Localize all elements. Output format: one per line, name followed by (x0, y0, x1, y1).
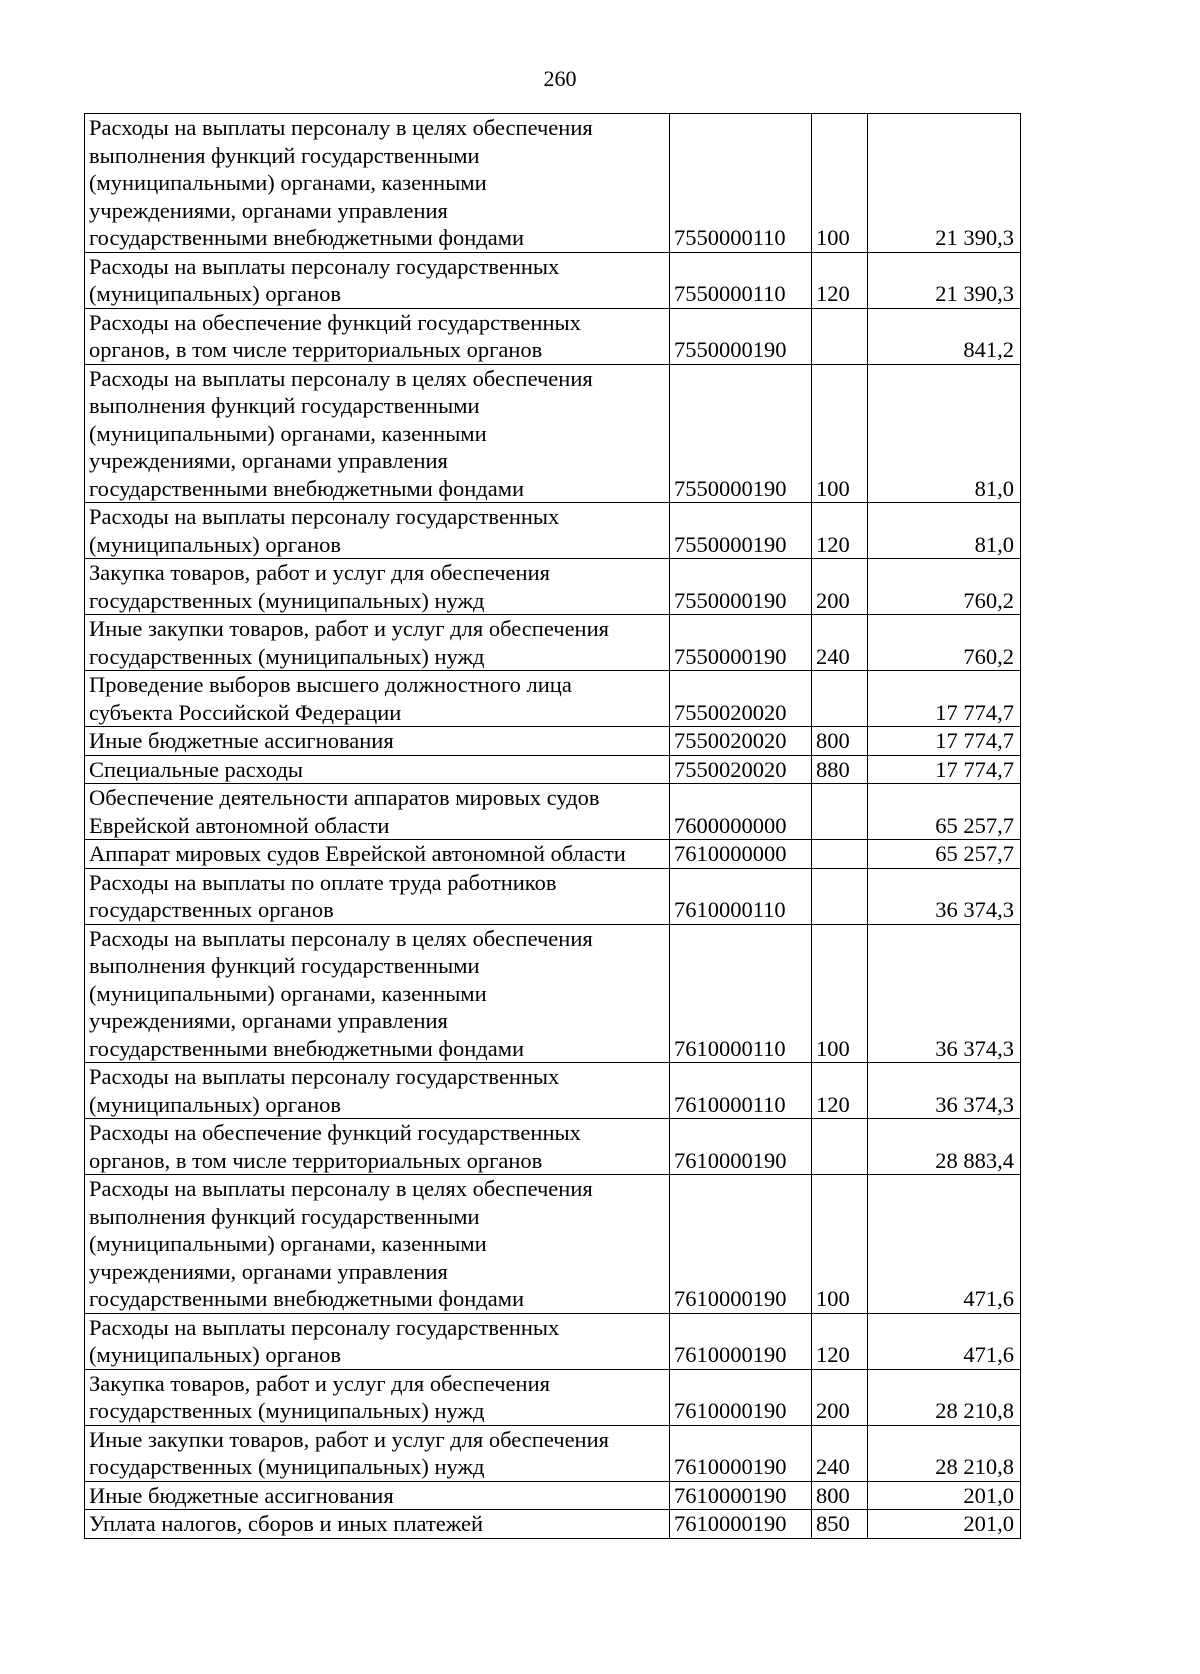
target-article-code-cell: 7550020020 (670, 727, 812, 756)
table-row (85, 924, 1021, 1063)
expense-name-cell: Расходы на обеспечение функций государственных органов, в том числе территориальных органов (85, 1119, 670, 1175)
amount-cell: 841,2 (868, 308, 1021, 364)
amount-cell: 81,0 (868, 503, 1021, 559)
target-article-code-cell: 7610000110 (670, 868, 812, 924)
amount-cell: 471,6 (868, 1175, 1021, 1314)
target-article-code-cell: 7550000190 (670, 364, 812, 503)
expense-type-code-cell (812, 308, 868, 364)
table-row (85, 1425, 1021, 1481)
expense-name-cell: Расходы на выплаты персоналу в целях обеспечения выполнения функций государственными (муниципальными) органами, казенными учреждениями, органами управления государственными внебюджетными фондами (85, 1175, 670, 1314)
target-article-code-cell: 7610000110 (670, 924, 812, 1063)
expense-type-code-cell: 120 (812, 1313, 868, 1369)
expense-type-code-cell (812, 840, 868, 869)
table-row (85, 671, 1021, 727)
amount-cell: 36 374,3 (868, 868, 1021, 924)
target-article-code-cell: 7550020020 (670, 755, 812, 784)
expense-type-code-cell: 120 (812, 252, 868, 308)
expense-type-code-cell: 800 (812, 1481, 868, 1510)
amount-cell: 21 390,3 (868, 252, 1021, 308)
table-row (85, 1481, 1021, 1510)
expense-type-code-cell: 120 (812, 503, 868, 559)
expense-type-code-cell: 100 (812, 1175, 868, 1314)
expense-name-cell: Иные закупки товаров, работ и услуг для обеспечения государственных (муниципальных) нужд (85, 615, 670, 671)
target-article-code-cell: 7610000110 (670, 1063, 812, 1119)
expense-type-code-cell: 880 (812, 755, 868, 784)
amount-cell: 28 883,4 (868, 1119, 1021, 1175)
expense-type-code-cell: 100 (812, 364, 868, 503)
amount-cell: 21 390,3 (868, 114, 1021, 253)
table-row (85, 840, 1021, 869)
expense-name-cell: Закупка товаров, работ и услуг для обеспечения государственных (муниципальных) нужд (85, 1369, 670, 1425)
amount-cell: 28 210,8 (868, 1369, 1021, 1425)
amount-cell: 17 774,7 (868, 755, 1021, 784)
amount-cell: 760,2 (868, 559, 1021, 615)
table-row (85, 559, 1021, 615)
target-article-code-cell: 7610000190 (670, 1313, 812, 1369)
target-article-code-cell: 7550000190 (670, 308, 812, 364)
budget-table-body (85, 114, 1021, 1539)
expense-name-cell: Расходы на выплаты персоналу государственных (муниципальных) органов (85, 252, 670, 308)
expense-type-code-cell: 200 (812, 559, 868, 615)
expense-name-cell: Закупка товаров, работ и услуг для обеспечения государственных (муниципальных) нужд (85, 559, 670, 615)
expense-type-code-cell: 240 (812, 615, 868, 671)
target-article-code-cell: 7610000190 (670, 1481, 812, 1510)
table-row (85, 868, 1021, 924)
amount-cell: 471,6 (868, 1313, 1021, 1369)
table-row (85, 1119, 1021, 1175)
target-article-code-cell: 7610000190 (670, 1510, 812, 1539)
target-article-code-cell: 7550000110 (670, 252, 812, 308)
expense-name-cell: Специальные расходы (85, 755, 670, 784)
expense-name-cell: Расходы на выплаты персоналу в целях обеспечения выполнения функций государственными (муниципальными) органами, казенными учреждениями, органами управления государственными внебюджетными фондами (85, 364, 670, 503)
target-article-code-cell: 7610000190 (670, 1175, 812, 1314)
table-row (85, 308, 1021, 364)
expense-name-cell: Расходы на выплаты персоналу государственных (муниципальных) органов (85, 1063, 670, 1119)
target-article-code-cell: 7550000190 (670, 615, 812, 671)
expense-type-code-cell: 240 (812, 1425, 868, 1481)
target-article-code-cell: 7550000190 (670, 503, 812, 559)
amount-cell: 201,0 (868, 1481, 1021, 1510)
target-article-code-cell: 7610000190 (670, 1425, 812, 1481)
amount-cell: 36 374,3 (868, 1063, 1021, 1119)
table-row (85, 252, 1021, 308)
table-row (85, 1175, 1021, 1314)
expense-name-cell: Уплата налогов, сборов и иных платежей (85, 1510, 670, 1539)
expense-type-code-cell (812, 868, 868, 924)
expense-name-cell: Расходы на выплаты персоналу государственных (муниципальных) органов (85, 503, 670, 559)
expense-type-code-cell (812, 671, 868, 727)
target-article-code-cell: 7550000110 (670, 114, 812, 253)
expense-type-code-cell: 850 (812, 1510, 868, 1539)
table-row (85, 727, 1021, 756)
budget-table (84, 113, 1021, 1539)
amount-cell: 81,0 (868, 364, 1021, 503)
target-article-code-cell: 7600000000 (670, 784, 812, 840)
table-row (85, 503, 1021, 559)
expense-name-cell: Расходы на выплаты персоналу государственных (муниципальных) органов (85, 1313, 670, 1369)
table-row (85, 114, 1021, 253)
expense-name-cell: Расходы на выплаты по оплате труда работников государственных органов (85, 868, 670, 924)
expense-name-cell: Обеспечение деятельности аппаратов мировых судов Еврейской автономной области (85, 784, 670, 840)
table-row (85, 364, 1021, 503)
table-row (85, 1510, 1021, 1539)
expense-name-cell: Иные закупки товаров, работ и услуг для обеспечения государственных (муниципальных) нужд (85, 1425, 670, 1481)
target-article-code-cell: 7550020020 (670, 671, 812, 727)
table-row (85, 615, 1021, 671)
target-article-code-cell: 7610000000 (670, 840, 812, 869)
table-row (85, 755, 1021, 784)
amount-cell: 17 774,7 (868, 727, 1021, 756)
table-row (85, 1369, 1021, 1425)
expense-type-code-cell: 100 (812, 114, 868, 253)
expense-type-code-cell (812, 784, 868, 840)
expense-type-code-cell: 800 (812, 727, 868, 756)
amount-cell: 65 257,7 (868, 784, 1021, 840)
table-row (85, 784, 1021, 840)
page-number: 260 (543, 66, 577, 91)
amount-cell: 17 774,7 (868, 671, 1021, 727)
amount-cell: 201,0 (868, 1510, 1021, 1539)
table-row (85, 1313, 1021, 1369)
amount-cell: 65 257,7 (868, 840, 1021, 869)
amount-cell: 28 210,8 (868, 1425, 1021, 1481)
expense-name-cell: Аппарат мировых судов Еврейской автономной области (85, 840, 670, 869)
expense-name-cell: Проведение выборов высшего должностного лица субъекта Российской Федерации (85, 671, 670, 727)
amount-cell: 760,2 (868, 615, 1021, 671)
target-article-code-cell: 7610000190 (670, 1119, 812, 1175)
expense-name-cell: Расходы на выплаты персоналу в целях обеспечения выполнения функций государственными (муниципальными) органами, казенными учреждениями, органами управления государственными внебюджетными фондами (85, 114, 670, 253)
expense-name-cell: Расходы на выплаты персоналу в целях обеспечения выполнения функций государственными (муниципальными) органами, казенными учреждениями, органами управления государственными внебюджетными фондами (85, 924, 670, 1063)
expense-type-code-cell (812, 1119, 868, 1175)
amount-cell: 36 374,3 (868, 924, 1021, 1063)
expense-name-cell: Иные бюджетные ассигнования (85, 1481, 670, 1510)
table-row (85, 1063, 1021, 1119)
target-article-code-cell: 7610000190 (670, 1369, 812, 1425)
expense-type-code-cell: 200 (812, 1369, 868, 1425)
expense-type-code-cell: 120 (812, 1063, 868, 1119)
expense-type-code-cell: 100 (812, 924, 868, 1063)
expense-name-cell: Иные бюджетные ассигнования (85, 727, 670, 756)
expense-name-cell: Расходы на обеспечение функций государственных органов, в том числе территориальных органов (85, 308, 670, 364)
target-article-code-cell: 7550000190 (670, 559, 812, 615)
